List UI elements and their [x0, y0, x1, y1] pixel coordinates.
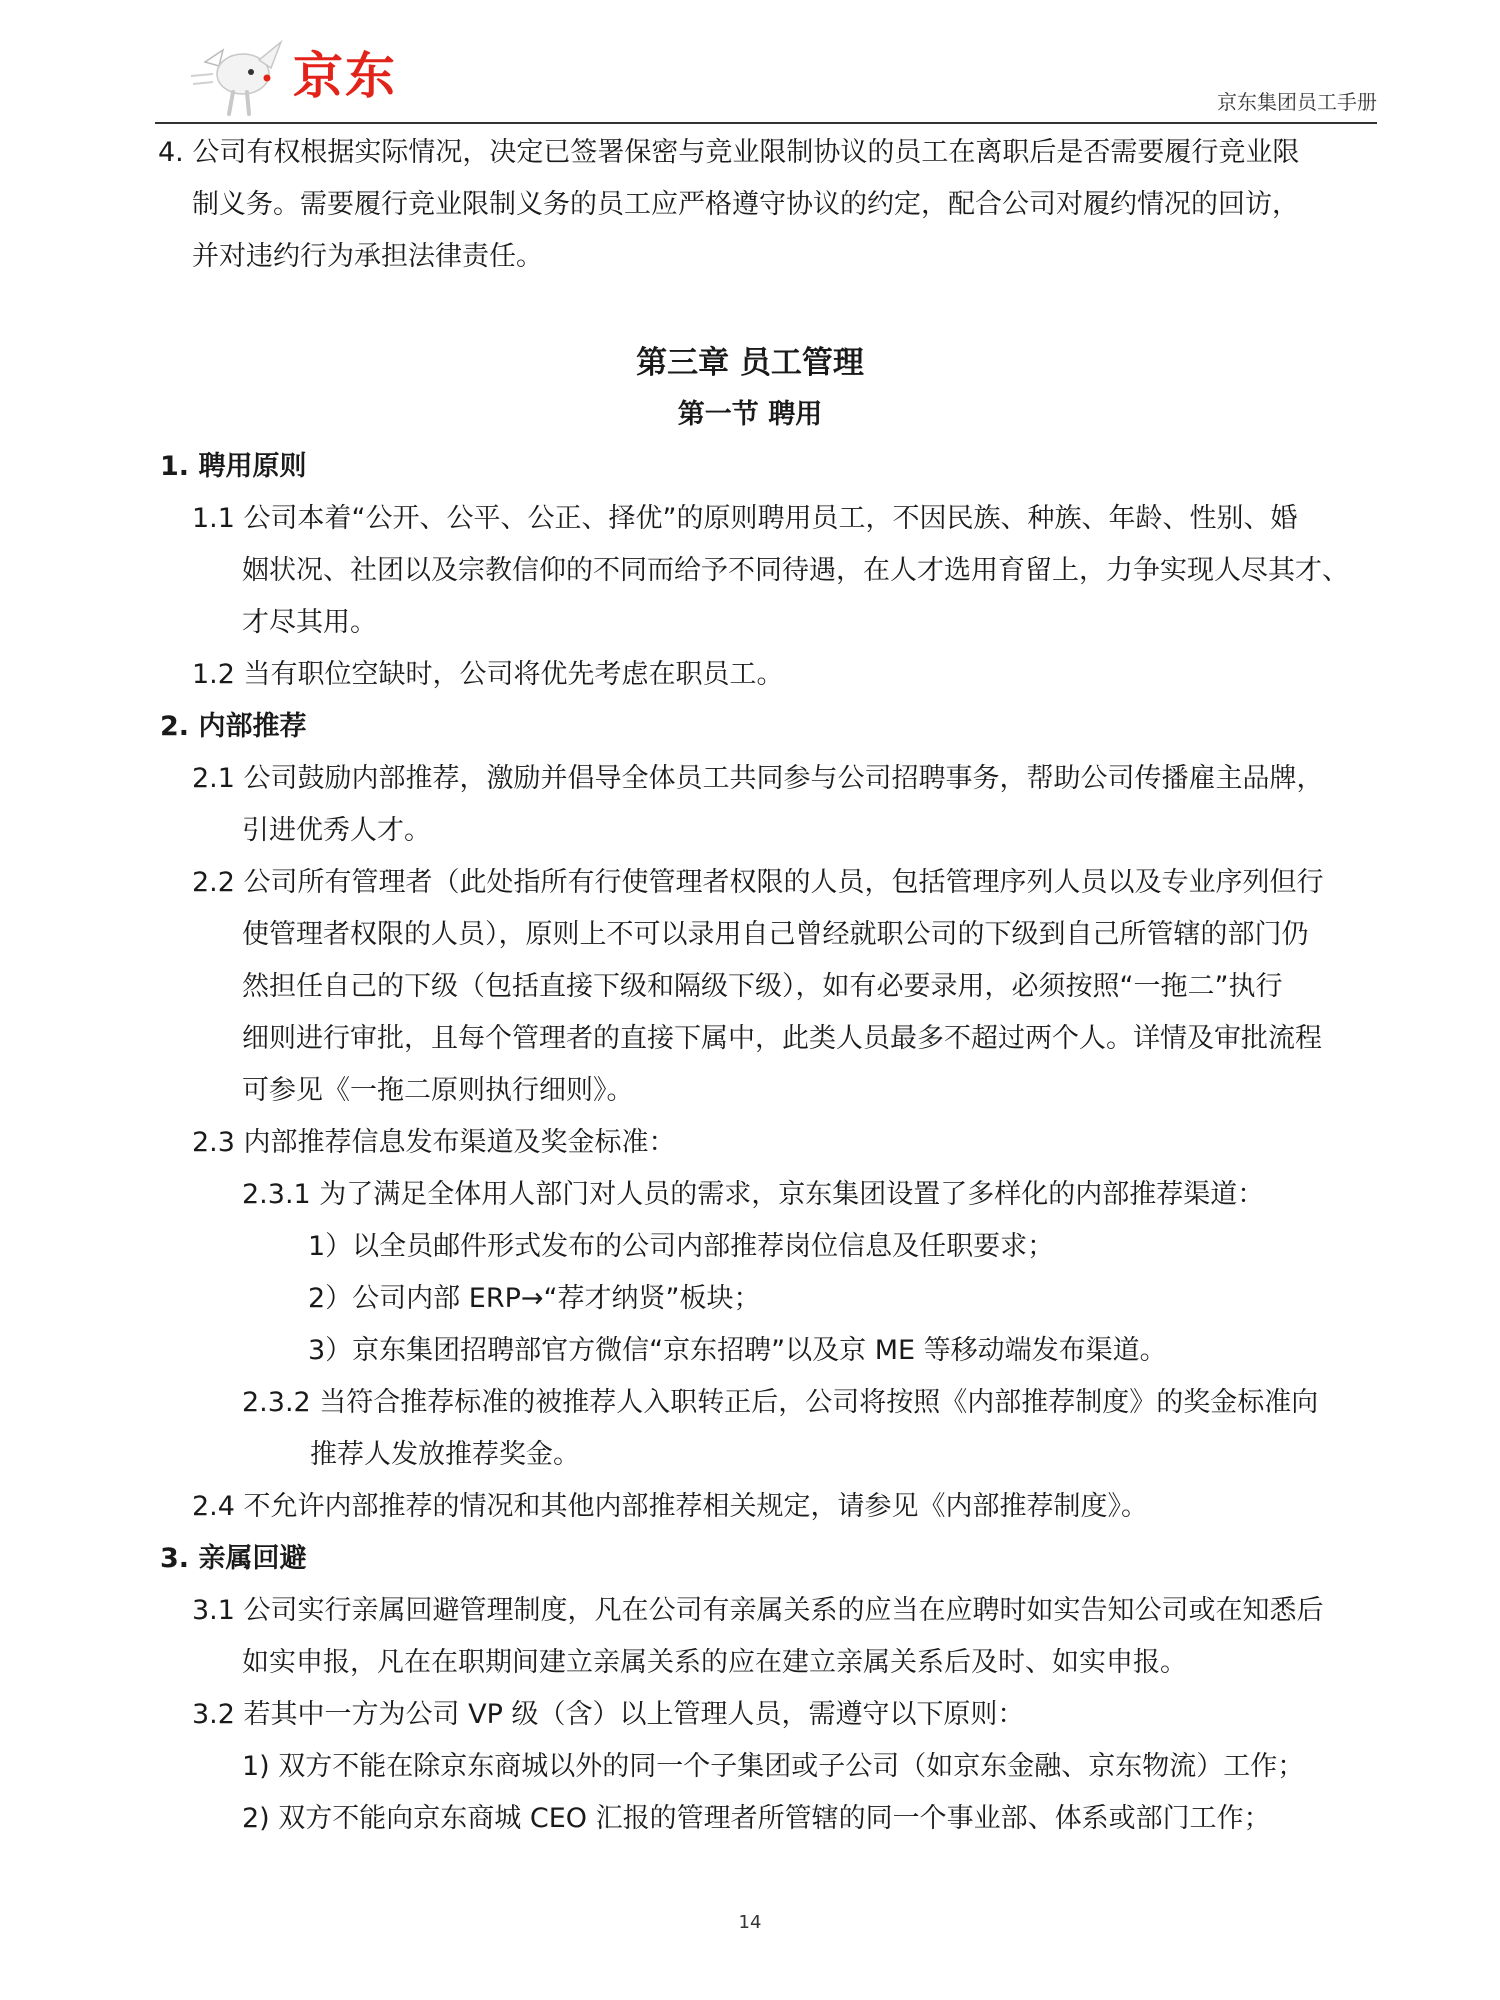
paragraph-line: 3.1 公司实行亲属回避管理制度，凡在公司有亲属关系的应当在应聘时如实告知公司或在知悉后	[192, 1595, 1324, 1626]
paragraph-line: 2.3 内部推荐信息发布渠道及奖金标准：	[192, 1127, 676, 1158]
paragraph-line: 2.3.1 为了满足全体用人部门对人员的需求，京东集团设置了多样化的内部推荐渠道：	[242, 1179, 1265, 1210]
paragraph-line: 才尽其用。	[242, 607, 377, 638]
paragraph-line: 1.1 公司本着“公开、公平、公正、择优”的原则聘用员工，不因民族、种族、年龄、性别、婚	[192, 503, 1298, 534]
paragraph-line: 2.3.2 当符合推荐标准的被推荐人入职转正后，公司将按照《内部推荐制度》的奖金标准向	[242, 1387, 1319, 1418]
heading-hiring-principles: 1. 聘用原则	[160, 451, 307, 482]
paragraph-line: 引进优秀人才。	[242, 815, 431, 846]
heading-relative-avoidance: 3. 亲属回避	[160, 1543, 307, 1574]
paragraph-line: 2.2 公司所有管理者（此处指所有行使管理者权限的人员，包括管理序列人员以及专业序列但行	[192, 867, 1324, 898]
list-item: 3）京东集团招聘部官方微信“京东招聘”以及京 ME 等移动端发布渠道。	[308, 1335, 1167, 1366]
heading-internal-referral: 2. 内部推荐	[160, 711, 307, 742]
list-item: 2) 双方不能向京东商城 CEO 汇报的管理者所管辖的同一个事业部、体系或部门工作；	[242, 1803, 1271, 1834]
paragraph-line: 推荐人发放推荐奖金。	[310, 1439, 580, 1470]
intro-line: 并对违约行为承担法律责任。	[192, 241, 543, 272]
page-header	[155, 26, 1377, 120]
section-title: 第一节 聘用	[677, 399, 823, 430]
paragraph-line: 1.2 当有职位空缺时，公司将优先考虑在职员工。	[192, 659, 784, 690]
intro-line: 4. 公司有权根据实际情况，决定已签署保密与竞业限制协议的员工在离职后是否需要履行竞业限	[158, 137, 1300, 168]
paragraph-line: 如实申报，凡在在职期间建立亲属关系的应在建立亲属关系后及时、如实申报。	[242, 1647, 1187, 1678]
list-item: 1) 双方不能在除京东商城以外的同一个子集团或子公司（如京东金融、京东物流）工作；	[242, 1751, 1305, 1782]
header-divider	[155, 122, 1377, 124]
jd-mascot-icon	[185, 32, 295, 120]
list-item: 2）公司内部 ERP→“荐才纳贤”板块；	[308, 1283, 761, 1314]
paragraph-line: 姻状况、社团以及宗教信仰的不同而给予不同待遇，在人才选用育留上，力争实现人尽其才、	[242, 555, 1349, 586]
jd-logo	[185, 32, 535, 120]
chapter-title: 第三章 员工管理	[636, 345, 864, 381]
paragraph-line: 2.1 公司鼓励内部推荐，激励并倡导全体员工共同参与公司招聘事务，帮助公司传播雇主品牌，	[192, 763, 1324, 794]
logo-text: 京东	[293, 47, 397, 105]
paragraph-line: 可参见《一拖二原则执行细则》。	[242, 1075, 634, 1106]
intro-line: 制义务。需要履行竞业限制义务的员工应严格遵守协议的约定，配合公司对履约情况的回访，	[192, 189, 1299, 220]
page-number: 14	[738, 1912, 762, 1933]
paragraph-line: 3.2 若其中一方为公司 VP 级（含）以上管理人员，需遵守以下原则：	[192, 1699, 1025, 1730]
list-item: 1）以全员邮件形式发布的公司内部推荐岗位信息及任职要求；	[308, 1231, 1055, 1262]
paragraph-line: 细则进行审批，且每个管理者的直接下属中，此类人员最多不超过两个人。详情及审批流程	[242, 1023, 1322, 1054]
document-title: 京东集团员工手册	[1217, 90, 1377, 114]
paragraph-line: 然担任自己的下级（包括直接下级和隔级下级），如有必要录用，必须按照“一拖二”执行	[242, 971, 1283, 1002]
paragraph-line: 使管理者权限的人员），原则上不可以录用自己曾经就职公司的下级到自己所管辖的部门仍	[242, 919, 1309, 950]
paragraph-line: 2.4 不允许内部推荐的情况和其他内部推荐相关规定，请参见《内部推荐制度》。	[192, 1491, 1149, 1522]
